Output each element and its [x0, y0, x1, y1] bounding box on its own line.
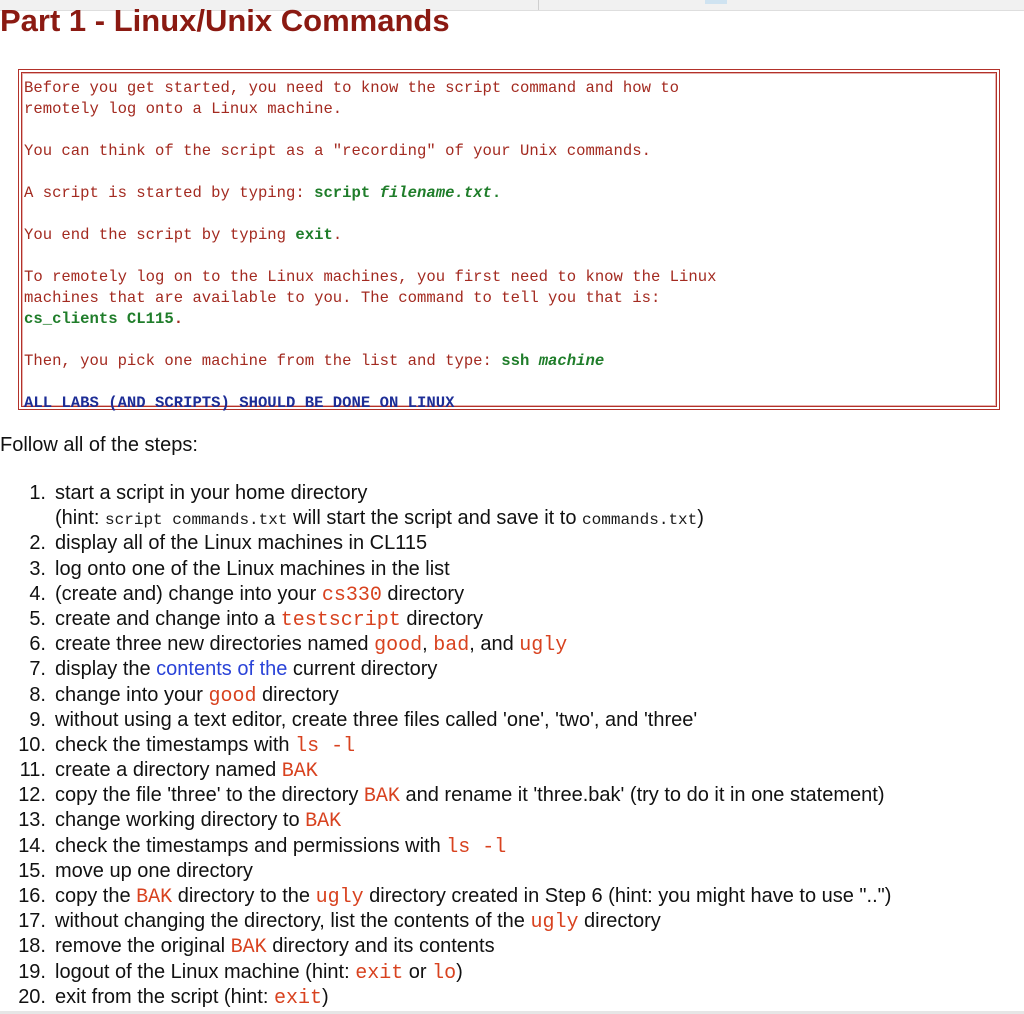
- text-part: directory: [381, 582, 465, 605]
- code-term: BAK: [363, 785, 400, 809]
- clients-command: cs_clients CL115: [24, 310, 174, 328]
- code-term: exit: [273, 986, 322, 1010]
- step-number: 1.: [29, 482, 46, 504]
- step-hint: [55, 506, 704, 533]
- step-number: 15.: [18, 859, 46, 882]
- text-part: logout of the Linux machine (hint:: [55, 960, 356, 983]
- step-text: start a script in your home directory: [55, 482, 368, 504]
- code-term: lo: [432, 961, 457, 985]
- step-text: [55, 985, 329, 1011]
- step-number: 16.: [18, 885, 46, 908]
- follow-steps-heading: Follow all of the steps:: [0, 434, 198, 456]
- ssh-line: [24, 351, 604, 372]
- text-part: exit from the script (hint:: [55, 985, 274, 1008]
- step-number: 17.: [18, 910, 46, 933]
- text-part: check the timestamps with: [55, 733, 296, 756]
- text-part: display the: [55, 658, 157, 681]
- hint-open: (hint:: [55, 507, 106, 530]
- hint-command: script commands.txt: [105, 511, 288, 530]
- text-part: directory to the: [172, 885, 316, 908]
- text-part: remove the original: [55, 935, 231, 958]
- ssh-text: Then, you pick one machine from the list and type:: [24, 352, 502, 370]
- code-term: exit: [355, 961, 404, 985]
- text-part: , and: [469, 633, 520, 656]
- text-part: check the timestamps and permissions with: [55, 834, 447, 857]
- text-part: create three new directories named: [55, 633, 375, 656]
- text-part: create and change into a: [55, 607, 281, 630]
- page-title: Part 1 - Linux/Unix Commands: [0, 3, 450, 38]
- step-number: 14.: [18, 834, 46, 857]
- step-text: [55, 960, 463, 986]
- step-text: without using a text editor, create three files called 'one', 'two', and 'three': [55, 708, 698, 731]
- code-term: ls -l: [295, 734, 356, 758]
- step-text: [55, 934, 495, 960]
- text-part: directory: [400, 607, 484, 630]
- step-number: 11.: [19, 759, 46, 782]
- step-text: [55, 632, 567, 658]
- step-number: 3.: [29, 557, 46, 580]
- text-part: without changing the directory, list the contents of the: [55, 910, 531, 933]
- step-number: 2.: [29, 532, 46, 555]
- script-start-line: [24, 183, 501, 204]
- step-text: [55, 909, 661, 935]
- step-text: [55, 783, 884, 809]
- text-part: ,: [422, 633, 434, 656]
- code-term: ugly: [315, 886, 364, 910]
- text-part: directory: [256, 683, 339, 706]
- top-bar-marker: [705, 0, 727, 4]
- text-part: ): [456, 960, 463, 983]
- intro-line-2: remotely log onto a Linux machine.: [24, 100, 343, 118]
- code-term: ugly: [530, 911, 579, 935]
- code-term: BAK: [305, 810, 342, 834]
- text-part: current directory: [287, 658, 438, 681]
- step-number: 4.: [29, 582, 46, 605]
- text-part: copy the file 'three' to the directory: [55, 784, 364, 807]
- step-number: 7.: [29, 658, 46, 681]
- step-number: 12.: [18, 784, 46, 807]
- step-number: 19.: [18, 960, 46, 983]
- step-number: 6.: [29, 633, 46, 656]
- step-text: [55, 808, 341, 834]
- step-text: [55, 657, 437, 682]
- step-text: move up one directory: [55, 859, 253, 882]
- step-text: display all of the Linux machines in CL115: [55, 532, 428, 555]
- script-end-period: .: [332, 226, 343, 244]
- ssh-machine-arg: machine: [538, 352, 605, 370]
- script-start-filename: filename.txt: [379, 184, 492, 202]
- hint-close: ): [697, 507, 704, 530]
- code-term: good: [208, 684, 257, 708]
- step-number: 13.: [18, 809, 46, 832]
- step-text: [55, 607, 483, 633]
- text-part: change into your: [55, 683, 209, 706]
- text-part: directory created in Step 6 (hint: you might have to use ".."): [363, 885, 892, 908]
- highlighted-text: contents of the: [156, 658, 288, 681]
- text-part: ): [321, 985, 329, 1008]
- text-part: and rename it 'three.bak' (try to do it in one statement): [399, 784, 885, 807]
- code-term: BAK: [136, 886, 173, 910]
- code-term: ls -l: [446, 835, 507, 859]
- step-text: [55, 683, 339, 709]
- remote-line-2: machines that are available to you. The command to tell you that is:: [24, 289, 661, 307]
- step-number: 9.: [29, 708, 46, 731]
- script-start-period: .: [491, 184, 502, 202]
- clients-period: .: [173, 310, 184, 328]
- all-labs-note: ALL LABS (AND SCRIPTS) SHOULD BE DONE ON LINUX: [24, 394, 455, 412]
- top-bar-divider: [538, 0, 539, 10]
- code-term: BAK: [281, 760, 318, 784]
- text-part: or: [403, 960, 433, 983]
- text-part: copy the: [55, 885, 137, 908]
- code-term: cs330: [321, 583, 382, 607]
- hint-text: will start the script and save it to: [287, 507, 583, 530]
- step-text: log onto one of the Linux machines in the list: [55, 557, 450, 580]
- code-term: ugly: [519, 634, 568, 658]
- step-text: [55, 758, 318, 784]
- script-start-text: A script is started by typing:: [24, 184, 315, 202]
- step-number: 8.: [29, 683, 46, 706]
- remote-line-1: To remotely log on to the Linux machines, you first need to know the Linux: [24, 268, 717, 286]
- script-end-line: [24, 225, 342, 246]
- step-number: 10.: [18, 733, 46, 756]
- code-term: BAK: [230, 936, 267, 960]
- recording-line: You can think of the script as a "recording" of your Unix commands.: [24, 142, 651, 160]
- code-term: good: [374, 634, 423, 658]
- ssh-command: ssh: [501, 352, 539, 370]
- text-part: directory: [578, 910, 661, 933]
- code-term: testscript: [280, 608, 401, 632]
- text-part: (create and) change into your: [55, 582, 322, 605]
- text-part: change working directory to: [55, 809, 306, 832]
- step-number: 5.: [29, 607, 46, 630]
- code-term: bad: [433, 634, 470, 658]
- intro-line-1: Before you get started, you need to know the script command and how to: [24, 79, 680, 97]
- step-text: [55, 884, 891, 910]
- hint-filename: commands.txt: [582, 511, 698, 530]
- step-number: 18.: [18, 935, 46, 958]
- script-end-command: exit: [295, 226, 333, 244]
- clients-line: [24, 309, 183, 330]
- step-text: [55, 733, 355, 759]
- text-part: directory and its contents: [266, 935, 495, 958]
- instructions-box: [18, 69, 1000, 410]
- script-start-command: script: [314, 184, 380, 202]
- step-number: 20.: [18, 985, 46, 1008]
- text-part: create a directory named: [55, 759, 282, 782]
- step-text: [55, 582, 464, 608]
- script-end-text: You end the script by typing: [24, 226, 296, 244]
- step-text: [55, 834, 506, 860]
